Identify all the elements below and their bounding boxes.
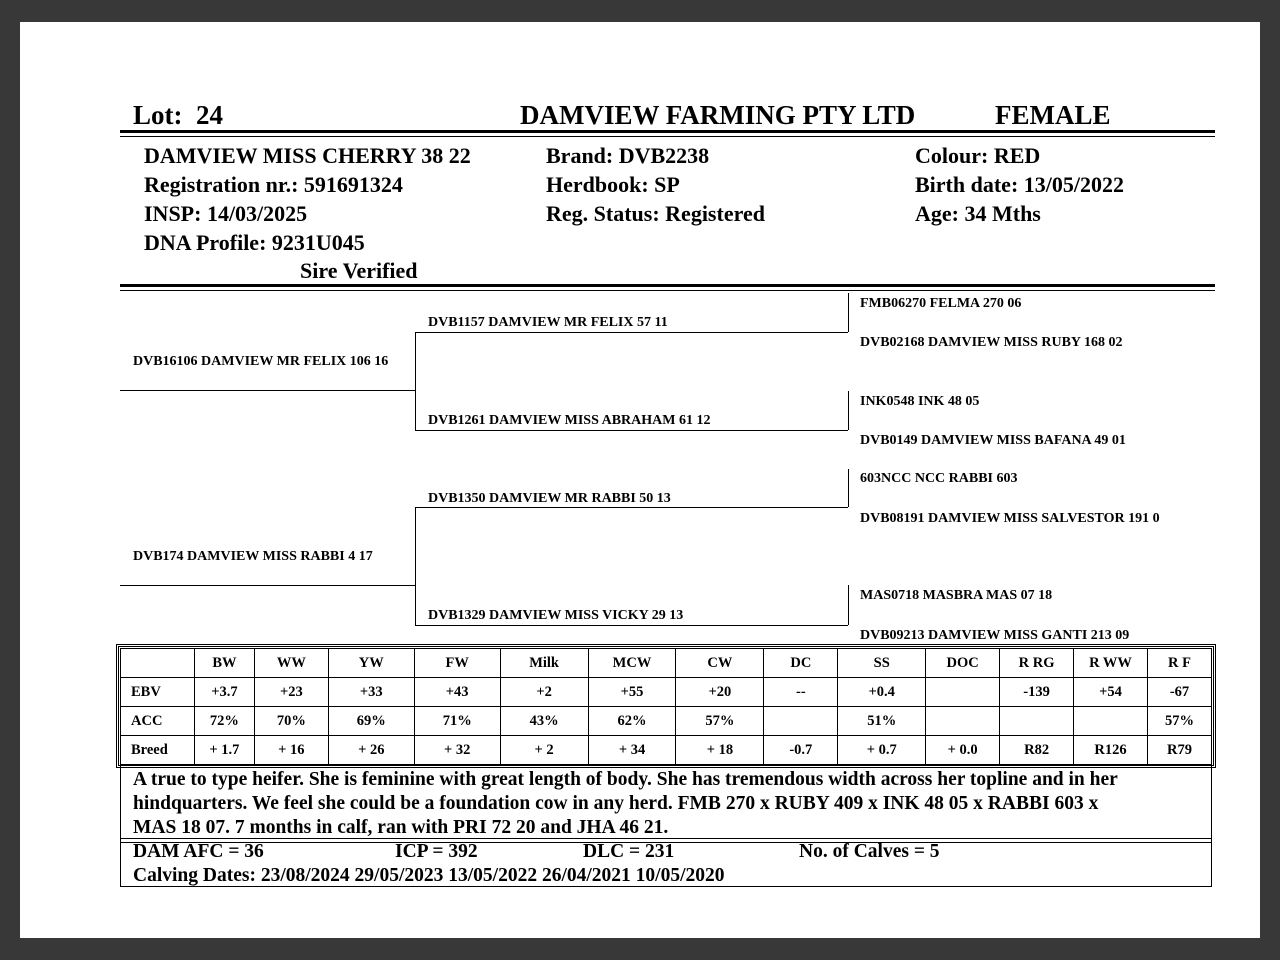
table-cell: R79	[1147, 736, 1211, 765]
table-cell: 70%	[254, 707, 328, 736]
table-cell: 62%	[588, 707, 676, 736]
table-cell: +3.7	[194, 678, 254, 707]
header-cell: MCW	[588, 649, 676, 678]
ebv-header-row	[121, 649, 1212, 678]
pedigree-ddd: DVB09213 DAMVIEW MISS GANTI 213 09	[860, 628, 1130, 643]
dlc: DLC = 231	[583, 841, 675, 862]
herdbook: Herdbook: SP	[546, 172, 680, 197]
table-cell: +33	[328, 678, 414, 707]
header-cell: YW	[328, 649, 414, 678]
pedigree-dds: MAS0718 MASBRA MAS 07 18	[860, 588, 1053, 603]
breed-row	[121, 736, 1212, 765]
header-cell: FW	[414, 649, 500, 678]
pedigree-dam-sire: DVB1350 DAMVIEW MR RABBI 50 13	[428, 491, 671, 506]
birth-date: Birth date: 13/05/2022	[915, 172, 1124, 197]
table-cell: 51%	[838, 707, 926, 736]
insp-date: INSP: 14/03/2025	[144, 201, 308, 226]
header-rule-thick	[120, 130, 1215, 133]
table-cell: +23	[254, 678, 328, 707]
table-cell: +20	[676, 678, 764, 707]
table-cell: + 1.7	[194, 736, 254, 765]
table-cell: +0.4	[838, 678, 926, 707]
table-cell: +2	[500, 678, 588, 707]
header-cell: Milk	[500, 649, 588, 678]
table-cell	[1074, 707, 1148, 736]
table-cell: -0.7	[764, 736, 838, 765]
pedigree-ssd: DVB02168 DAMVIEW MISS RUBY 168 02	[860, 335, 1123, 350]
sire-verified: Sire Verified	[300, 258, 418, 283]
table-cell	[764, 707, 838, 736]
company-name: DAMVIEW FARMING PTY LTD	[520, 100, 916, 130]
header-cell: R F	[1147, 649, 1211, 678]
header-cell: DC	[764, 649, 838, 678]
pedigree-dam: DVB174 DAMVIEW MISS RABBI 4 17	[133, 549, 373, 564]
dna-profile: DNA Profile: 9231U045	[144, 230, 365, 255]
animal-name: DAMVIEW MISS CHERRY 38 22	[144, 143, 471, 168]
info-rule-thick	[120, 284, 1215, 287]
brand: Brand: DVB2238	[546, 143, 710, 168]
table-cell	[926, 678, 1000, 707]
reg-status: Reg. Status: Registered	[546, 201, 765, 226]
table-cell: -139	[1000, 678, 1074, 707]
icp: ICP = 392	[395, 841, 478, 862]
table-cell: + 34	[588, 736, 676, 765]
pedigree-sire-dam: DVB1261 DAMVIEW MISS ABRAHAM 61 12	[428, 413, 711, 428]
info-rule-thin	[120, 290, 1215, 291]
table-cell: + 26	[328, 736, 414, 765]
header-cell: DOC	[926, 649, 1000, 678]
table-cell: -67	[1147, 678, 1211, 707]
ebv-table	[120, 648, 1212, 765]
pedigree-dam-dam: DVB1329 DAMVIEW MISS VICKY 29 13	[428, 608, 684, 623]
comment-line: hindquarters. We feel she could be a foundation cow in any herd. FMB 270 x RUBY 409 x INK 48 05 x RABBI 603 x	[133, 793, 1099, 814]
header-rule-thin	[120, 136, 1215, 137]
table-cell: R82	[1000, 736, 1074, 765]
table-cell: + 0.0	[926, 736, 1000, 765]
table-cell: + 2	[500, 736, 588, 765]
table-cell: 57%	[1147, 707, 1211, 736]
calving-dates: Calving Dates: 23/08/2024 29/05/2023 13/05/2022 26/04/2021 10/05/2020	[133, 865, 725, 886]
number-of-calves: No. of Calves = 5	[799, 841, 940, 862]
table-cell: + 16	[254, 736, 328, 765]
header-cell: CW	[676, 649, 764, 678]
comment-line: MAS 18 07. 7 months in calf, ran with PRI 72 20 and JHA 46 21.	[133, 817, 669, 838]
table-cell: --	[764, 678, 838, 707]
ebv-row	[121, 678, 1212, 707]
header-cell: R RG	[1000, 649, 1074, 678]
header-cell: R WW	[1074, 649, 1148, 678]
table-cell: + 32	[414, 736, 500, 765]
catalogue-page	[20, 22, 1260, 938]
table-cell: 43%	[500, 707, 588, 736]
pedigree-sire-sire: DVB1157 DAMVIEW MR FELIX 57 11	[428, 315, 668, 330]
table-cell: + 18	[676, 736, 764, 765]
pedigree-sds: INK0548 INK 48 05	[860, 394, 980, 409]
table-cell: + 0.7	[838, 736, 926, 765]
table-cell	[1000, 707, 1074, 736]
sex-label: FEMALE	[995, 100, 1111, 130]
header-cell: WW	[254, 649, 328, 678]
acc-row	[121, 707, 1212, 736]
table-cell: +54	[1074, 678, 1148, 707]
calving-stats	[120, 838, 1212, 887]
dam-afc: DAM AFC = 36	[133, 841, 264, 862]
table-cell: 72%	[194, 707, 254, 736]
table-cell: 71%	[414, 707, 500, 736]
table-cell	[926, 707, 1000, 736]
lot-label: Lot: 24	[133, 100, 223, 130]
pedigree-dsd: DVB08191 DAMVIEW MISS SALVESTOR 191 0	[860, 511, 1160, 526]
header-cell: BW	[194, 649, 254, 678]
pedigree-sss: FMB06270 FELMA 270 06	[860, 296, 1022, 311]
registration-number: Registration nr.: 591691324	[144, 172, 403, 197]
comments-box	[120, 766, 1212, 843]
table-cell: 57%	[676, 707, 764, 736]
pedigree-dss: 603NCC NCC RABBI 603	[860, 471, 1018, 486]
comment-line: A true to type heifer. She is feminine with great length of body. She has tremendous width across her topline and in her	[133, 769, 1118, 790]
table-cell: 69%	[328, 707, 414, 736]
pedigree-sdd: DVB0149 DAMVIEW MISS BAFANA 49 01	[860, 433, 1126, 448]
header-cell	[121, 649, 195, 678]
pedigree-sire: DVB16106 DAMVIEW MR FELIX 106 16	[133, 354, 389, 369]
row-label: EBV	[121, 678, 195, 707]
table-cell: R126	[1074, 736, 1148, 765]
table-cell: +55	[588, 678, 676, 707]
age: Age: 34 Mths	[915, 201, 1041, 226]
header-cell: SS	[838, 649, 926, 678]
row-label: ACC	[121, 707, 195, 736]
colour: Colour: RED	[915, 143, 1041, 168]
row-label: Breed	[121, 736, 195, 765]
table-cell: +43	[414, 678, 500, 707]
lot-number: 24	[196, 100, 223, 130]
